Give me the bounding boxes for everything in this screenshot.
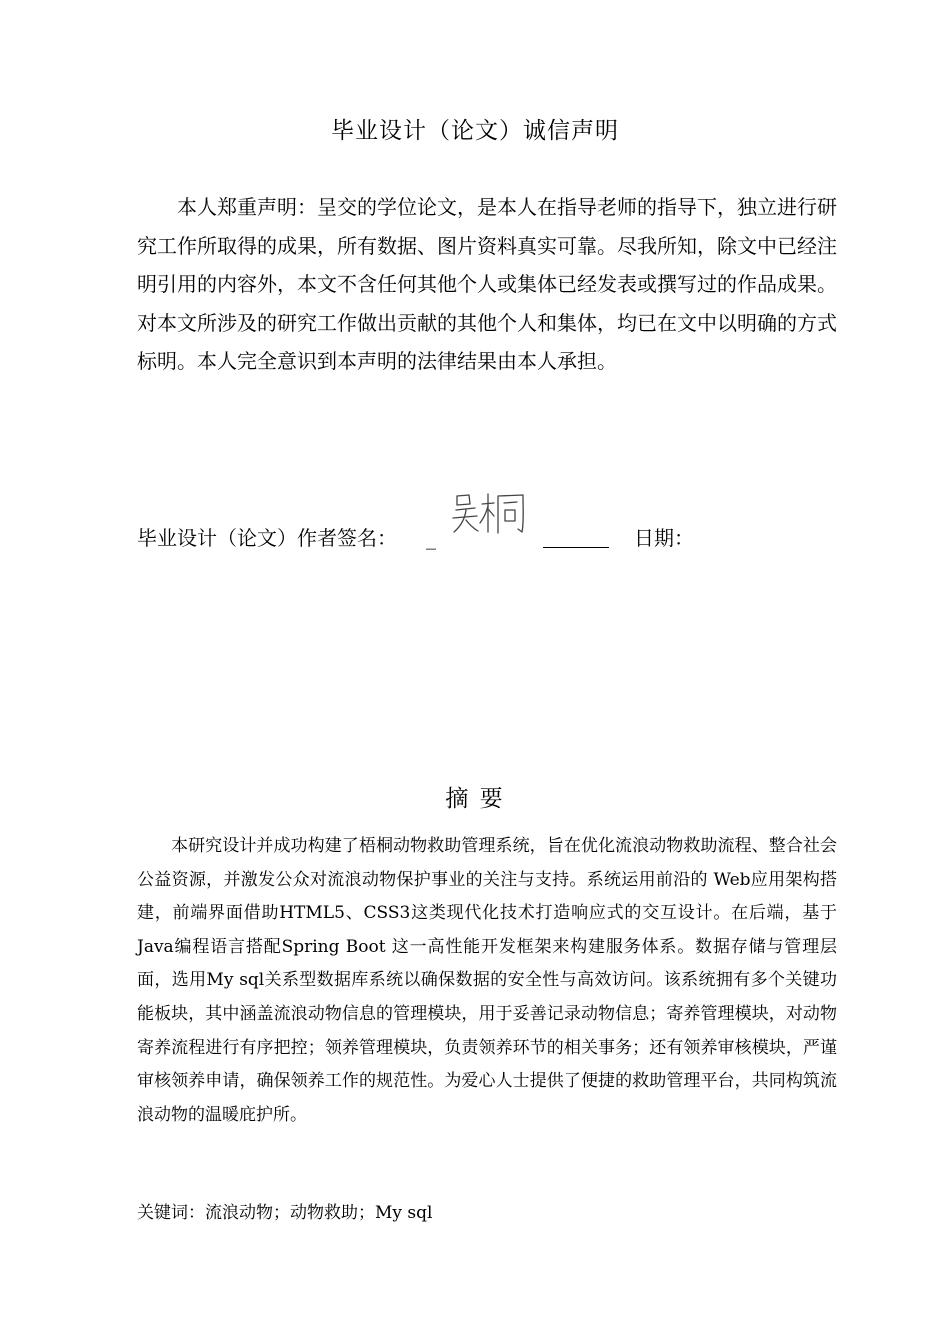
date-label: 日期： (634, 526, 694, 550)
handwritten-signature (449, 490, 531, 538)
signature-label: 毕业设计（论文）作者签名： (137, 526, 397, 550)
signature-blank-line (543, 547, 609, 548)
declaration-title: 毕业设计（论文）诚信声明 (331, 118, 619, 144)
signature-row (137, 520, 837, 556)
signature-underscore: _ (426, 526, 436, 550)
keywords-value: 流浪动物；动物救助；My sql (205, 1203, 433, 1223)
abstract-title: 摘 要 (445, 786, 505, 812)
declaration-body: 本人郑重声明：呈交的学位论文，是本人在指导老师的指导下，独立进行研究工作所取得的成果，所有数据、图片资料真实可靠。尽我所知，除文中已经注明引用的内容外，本文不含任何其他个人或集体已经发表或撰写过的作品成果。对本文所涉及的研究工作做出贡献的其他个人和集体，均已在文中以明确的方式标明。本人完全意识到本声明的法律结果由本人承担。 (137, 195, 837, 373)
abstract-body: 本研究设计并成功构建了梧桐动物救助管理系统，旨在优化流浪动物救助流程、整合社会公益资源，并激发公众对流浪动物保护事业的关注与支持。系统运用前沿的 Web应用架构搭建，前端界面借助HTML5、CSS3这类现代化技术打造响应式的交互设计。在后端，基于Java编程语言搭配Spring Boot 这一高性能开发框架来构建服务体系。数据存储与管理层面，选用My sql关系型数据库系统以确保数据的安全性与高效访问。该系统拥有多个关键功能板块，其中涵盖流浪动物信息的管理模块，用于妥善记录动物信息；寄养管理模块，对动物寄养流程进行有序把控；领养管理模块，负责领养环节的相关事务；还有领养审核模块，严谨审核领养申请，确保领养工作的规范性。为爱心人士提供了便捷的救助管理平台，共同构筑流浪动物的温暖庇护所。 (137, 836, 837, 1125)
keywords-line (137, 1197, 432, 1229)
keywords-label: 关键词： (137, 1203, 205, 1223)
